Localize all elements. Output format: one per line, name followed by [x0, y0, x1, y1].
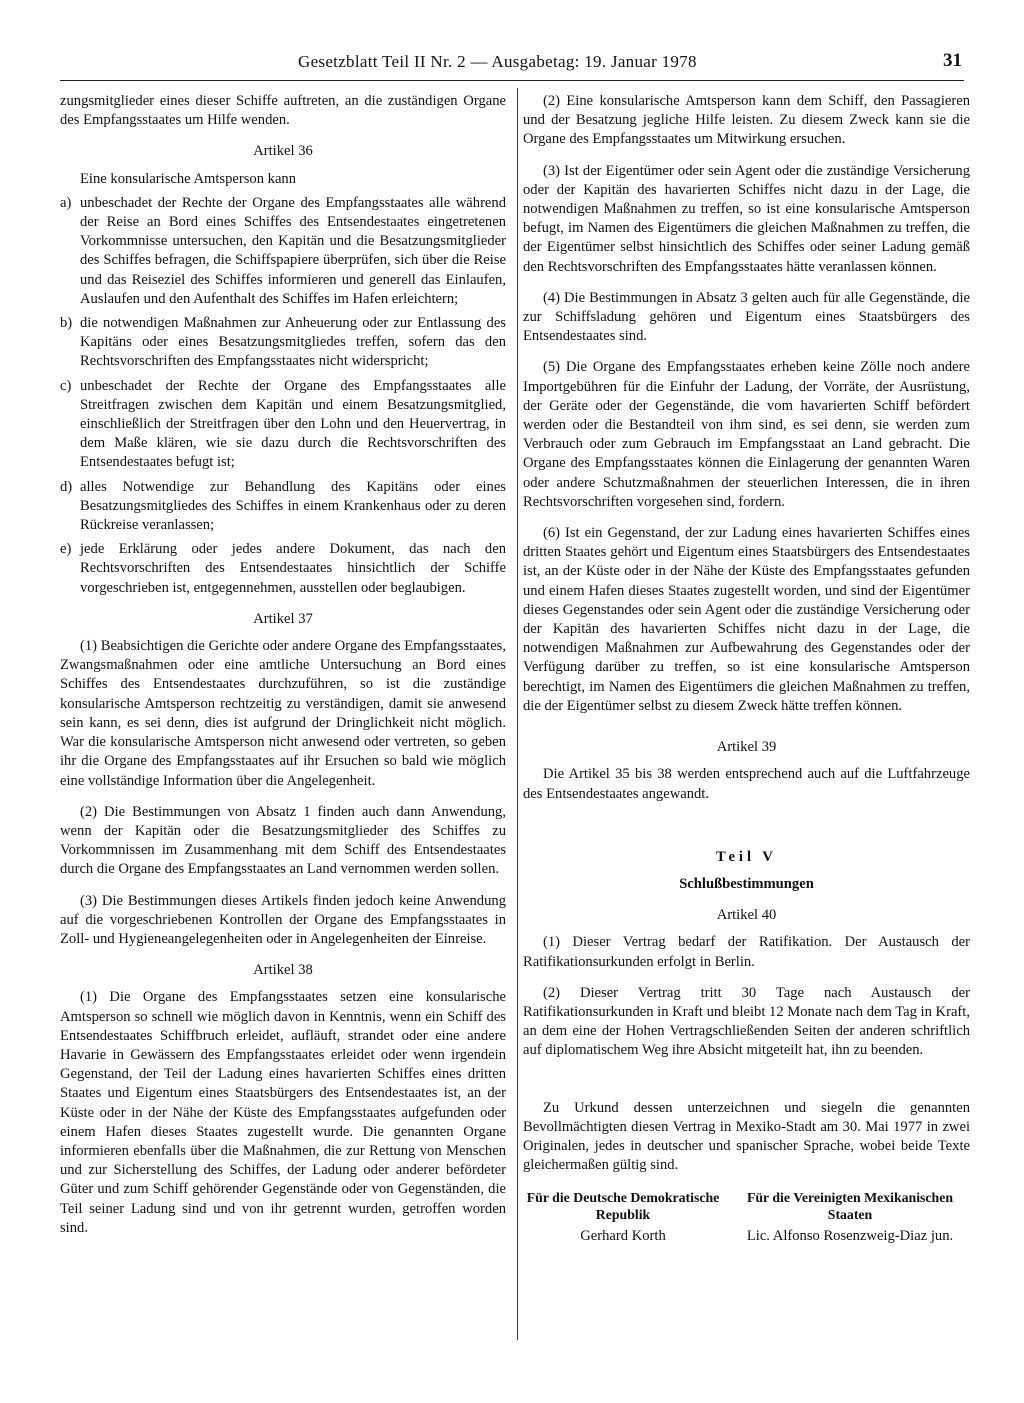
article-38-paragraph-4: (4) Die Bestimmungen in Absatz 3 gelten auch für alle Gegenstände, die zur Schiffsladung gehören und Eigentum eines Staatsbürgers des Entsendestaates sind. — [523, 289, 970, 345]
column-divider — [517, 88, 518, 1340]
page-header — [60, 46, 964, 81]
article-39-text: Die Artikel 35 bis 38 werden entsprechend auch auf die Luftfahrzeuge des Entsendestaates angewandt. — [523, 766, 970, 802]
article-36-heading: Artikel 36 — [253, 143, 313, 160]
signature-left-name: Gerhard Korth — [580, 1228, 666, 1245]
article-38-paragraph-6: (6) Ist ein Gegenstand, der zur Ladung eines havarierten Schiffes eines dritten Staates gehört und Eigentum eines Staatsbürgers des Entsendestaates ist, an der Küste oder in der Nähe der Küste des Empfangsstaates gefunden und einem Hafen dieses Staates zugestellt worden, und sind der Eigentümer dieses Gegenstandes oder sein Agent oder die zuständige Versicherung oder der Kapitän des havarierten Schiffes nicht dazu in der Lage, die notwendigen Maßnahmen zur Aufbewahrung des Gegenstandes oder der Verfügung darüber zu treffen, so ist eine konsularische Amtsperson berechtigt, im Namen des Eigentümers die gleichen Maßnahmen zu treffen, die der Eigentümer selbst zu diesem Zweck hätte treffen können. — [523, 525, 970, 714]
article-36-item-b — [60, 314, 506, 372]
left-column — [60, 92, 506, 1238]
item-text: unbeschadet der Rechte der Organe des Empfangsstaates alle Streitfragen zwischen dem Kapitän und einem Besatzungsmitglied, einschließlich der Streitfragen über den Lohn und den Heuervertrag, in dem Maße klären, wie sie dazu durch die Rechtsvorschriften des Entsendestaates befugt ist; — [80, 377, 506, 471]
article-36-lead: Eine konsularische Amtsperson kann — [80, 170, 297, 187]
signature-right-label: Für die Vereinigten Mexikanischen Staaten — [746, 1190, 954, 1223]
signature-left-label: Für die Deutsche Demokratische Republik — [526, 1190, 720, 1223]
article-36-item-d — [60, 478, 506, 536]
article-38-heading: Artikel 38 — [253, 962, 313, 979]
article-37-heading: Artikel 37 — [253, 610, 313, 627]
article-38-paragraph-3: (3) Ist der Eigentümer oder sein Agent oder die zuständige Versicherung oder der Kapitän des havarierten Schiffes nicht dazu in der Lage, die notwendigen Maßnahmen zu treffen, so ist eine konsularische Amtsperson befugt, im Namen des Eigentümers die gleichen Maßnahmen zu treffen, die der Eigentümer selbst hinsichtlich des Schiffes oder seiner Ladung gemäß den Rechtsvorschriften des Empfangsstaates hätte veranlassen können. — [523, 162, 970, 275]
signature-block — [523, 1189, 970, 1246]
page-number: 31 — [943, 50, 962, 71]
item-letter: a) — [60, 194, 72, 211]
signature-left — [523, 1189, 723, 1246]
part-heading: Teil V — [716, 848, 777, 865]
article-38-paragraph-5: (5) Die Organe des Empfangsstaates erheben keine Zölle noch andere Importgebühren für die Einfuhr der Ladung, der Vorräte, der Ausrüstung, der Geräte oder der Gegenstände, die vom havarierten Schiff befördert werden oder die Bestandteil von ihm sind, es sei denn, sie werden zum Verbrauch oder zum Gebrauch im Empfangsstaat an Land gebracht. Die Organe des Empfangsstaates können die Einlagerung der genannten Waren oder andere Schutzmaßnahmen der steuerlichen Interessen, die in ihren Rechtsvorschriften vorgesehen sind, fordern. — [523, 359, 970, 510]
article-36-item-e — [60, 540, 506, 598]
signature-right — [730, 1189, 970, 1246]
signature-right-name: Lic. Alfonso Rosenzweig-Diaz jun. — [746, 1228, 954, 1245]
part-subheading: Schlußbestimmungen — [679, 875, 814, 892]
item-letter: b) — [60, 315, 73, 332]
article-37-paragraph-3: (3) Die Bestimmungen dieses Artikels finden jedoch keine Anwendung auf die vorgeschriebenen Kontrollen der Organe des Empfangsstaates in Zoll- und Hygieneangelegenheiten oder in Angelegenheiten der Einreise. — [60, 892, 506, 947]
header-title: Gesetzblatt Teil II Nr. 2 — Ausgabetag: 19. Januar 1978 — [298, 52, 697, 71]
right-column — [523, 92, 970, 1247]
item-letter: e) — [60, 541, 72, 558]
article-37-paragraph-1: (1) Beabsichtigen die Gerichte oder andere Organe des Empfangsstaates, Zwangsmaßnahmen oder eine amtliche Untersuchung an Bord eines Schiffes des Entsendestaates durchzuführen, so ist die zuständige konsularische Amtsperson rechtzeitig zu verständigen, damit sie anwesend sein kann, es sei denn, dies ist aufgrund der Dringlichkeit nicht möglich. War die konsularische Amtsperson nicht anwesend oder vertreten, so geben ihr die Organe des Empfangsstaates auf ihr Ersuchen so bald wie möglich eine vollständige Information über die Angelegenheit. — [60, 638, 506, 789]
article-40-paragraph-1: (1) Dieser Vertrag bedarf der Ratifikation. Der Austausch der Ratifikationsurkunden erfolgt in Berlin. — [523, 934, 970, 970]
article-37-paragraph-2: (2) Die Bestimmungen von Absatz 1 finden auch dann Anwendung, wenn der Kapitän oder die Besatzungsmitglieder des Schiffes zu Vorkommnissen im Zusammenhang mit dem Schiff des Entsendestaates durch die Organe des Empfangsstaates an Land vernommen werden sollen. — [60, 803, 506, 878]
item-text: die notwendigen Maßnahmen zur Anheuerung oder zur Entlassung des Kapitäns oder eines Besatzungsmitgliedes treffen, sofern das den Rechtsvorschriften des Empfangsstaates nicht widerspricht; — [80, 315, 506, 370]
article-39-heading: Artikel 39 — [716, 739, 777, 756]
article-38-paragraph-1: (1) Die Organe des Empfangsstaates setzen eine konsularische Amtsperson so schnell wie möglich davon in Kenntnis, wenn ein Schiff des Entsendestaates Schiffbruch erleidet, aufläuft, strandet oder eine andere Havarie in Gewässern des Empfangsstaates erleidet oder wenn irgendein Gegenstand, der Teil der Ladung eines havarierten Schiffes eines dritten Staates und Eigentum eines Staatsbürgers des Entsendestaates ist, an der Küste oder in der Nähe der Küste des Empfangsstaates aufgefunden oder einem Hafen dieses Staates zugestellt wurde. Die genannten Organe informieren ebenfalls über die Maßnahmen, die zur Rettung von Menschen und zur Sicherstellung des Schiffes, der Ladung oder anderer befördeter Güter und zum Schiff gehörender Gegenstände oder von Gegenständen, die Teil seiner Ladung sind und von ihr getrennt wurden, getroffen worden sind. — [60, 989, 506, 1236]
item-text: jede Erklärung oder jedes andere Dokument, das nach den Rechtsvorschriften des Entsendestaates hinsichtlich der Schiffe vorgeschrieben ist, entgegennehmen, ausstellen oder beglaubigen. — [80, 541, 506, 596]
item-text: alles Notwendige zur Behandlung des Kapitäns oder eines Besatzungsmitgliedes des Schiffes in einem Krankenhaus oder zu deren Rückreise veranlassen; — [80, 478, 506, 534]
intro-paragraph: zungsmitglieder eines dieser Schiffe auftreten, an die zuständigen Organe des Empfangsstaates um Hilfe wenden. — [60, 93, 506, 129]
item-text: unbeschadet der Rechte der Organe des Empfangsstaates alle während der Reise an Bord eines Schiffes des Entsendestaates eingetretenen Vorkommnisse untersuchen, den Kapitän und die Besatzungsmitglieder des Schiffes befragen, die Schiffspapiere überprüfen, sich über die Reise und das Reiseziel des Schiffes informieren und generell das Einlaufen, Auslaufen und den Aufenthalt des Schiffes im Hafen erleichtern; — [80, 194, 506, 307]
article-40-paragraph-2: (2) Dieser Vertrag tritt 30 Tage nach Austausch der Ratifikationsurkunden in Kraft und bleibt 12 Monate nach dem Tag in Kraft, an dem eine der Hohen Vertragschließenden Seiten der anderen schriftlich auf diplomatischem Weg ihre Absicht mitgeteilt hat, ihn zu beenden. — [523, 984, 970, 1059]
article-36-item-a — [60, 194, 506, 309]
closing-paragraph: Zu Urkund dessen unterzeichnen und siegeln die genannten Bevollmächtigten diesen Vertrag in Mexiko-Stadt am 30. Mai 1977 in zwei Originalen, jedes in deutscher und spanischer Sprache, wobei beide Texte gleichermaßen gültig sind. — [523, 1099, 970, 1174]
article-36-item-c — [60, 377, 506, 473]
item-letter: c) — [60, 377, 72, 394]
article-40-heading: Artikel 40 — [716, 907, 777, 924]
item-letter: d) — [60, 478, 73, 495]
article-38-paragraph-2: (2) Eine konsularische Amtsperson kann dem Schiff, den Passagieren und der Besatzung jegliche Hilfe leisten. Zu diesem Zweck kann sie die Organe des Empfangsstaates um Mitwirkung ersuchen. — [523, 93, 970, 148]
